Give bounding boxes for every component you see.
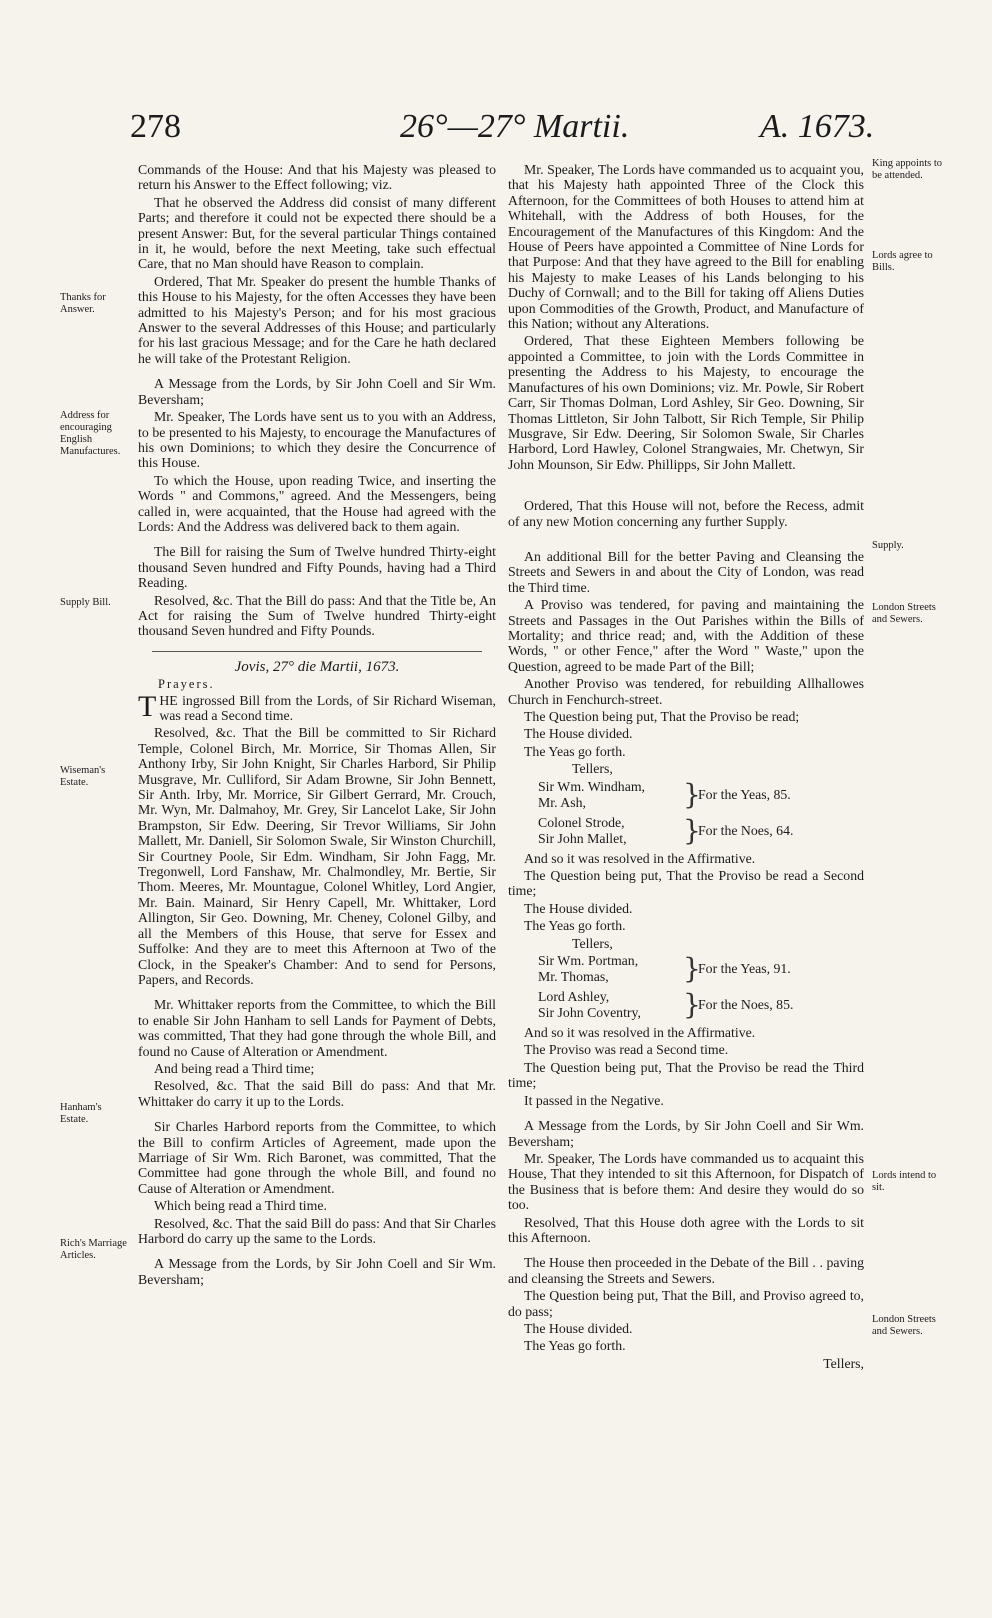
tellers-yeas xyxy=(508,953,864,987)
paragraph: Ordered, That these Eighteen Members following be appointed a Committee, to join with the Lords Committee in presenting the Address to his Majesty, to encourage the Manufactures of his own Dominions; viz. Mr. Powle, Sir Robert Carr, Sir Thomas Dolman, Lord Ashley, Sir Geo. Downing, Sir Thomas Littleton, Sir John Talbott, Sir Rich Temple, Sir Philip Musgrave, Sir Edw. Deering, Sir Solomon Swale, Sir Charles Harbord, Lord Hawley, Colonel Strangwaies, Mr. Chetwyn, Sir John Mounson, Sir Edw. Phillipps, Sir John Mallett. xyxy=(508,333,864,472)
paragraph: A Message from the Lords, by Sir John Coell and Sir Wm. Beversham; xyxy=(138,1256,496,1287)
running-date: 26°—27° Martii. xyxy=(400,108,630,145)
teller-name: Mr. Thomas, xyxy=(538,969,609,985)
brace-icon: } xyxy=(683,952,701,986)
margin-note: Hanham's Estate. xyxy=(60,1102,102,1125)
vote-count: For the Yeas, 85. xyxy=(698,786,791,802)
margin-note: London Streets and Sewers. xyxy=(872,1314,936,1337)
margin-note: Thanks for Answer. xyxy=(60,292,106,315)
divider xyxy=(152,651,482,652)
tellers-label: Tellers, xyxy=(572,935,613,951)
drop-cap: T xyxy=(138,689,157,723)
paragraph: The House divided. xyxy=(524,1320,633,1336)
paragraph: Resolved, &c. That the Bill do pass: And that the Title be, An Act for raising the Sum of Twelve hundred Thirty-eight thousand Seven hundred and Fifty Pounds. xyxy=(138,592,496,639)
page-number: 278 xyxy=(130,108,181,145)
paragraph-text: HE ingrossed Bill from the Lords, of Sir Richard Wiseman, was read a Second time. xyxy=(159,692,496,723)
tellers-yeas xyxy=(508,779,864,813)
margin-note: Lords agree to Bills. xyxy=(872,250,933,273)
paragraph: Resolved, &c. That the Bill be committed to Sir Richard Temple, Colonel Birch, Mr. Morrice, Sir Thomas Allen, Sir Anthony Irby, Sir John Knight, Sir Charles Harbord, Sir Philip Musgrave, Mr. Culliford, Sir Adam Browne, Sir John Bennett, Sir Anth. Irby, Mr. Morrice, Sir Gilbert Gerrard, Mr. Crouch, Mr. Wyn, Mr. Dalmahoy, Mr. Grey, Sir Lancelot Lake, Sir John Brampston, Sir Edw. Deering, Sir Trevor Williams, Sir John Mallett, Mr. Daniell, Sir Solomon Swale, Sir Winston Churchill, Sir Courtney Poole, Sir Edm. Windham, Sir John Fagg, Mr. Tregonwell, Lord Fanshaw, Mr. Chalmondley, Mr. Bertie, Sir Thom. Meeres, Mr. Mountague, Colonel Whitley, Lord Angier, Mr. Bain. Mainard, Sir Henry Capell, Mr. Whittaker, Lord Allington, Sir Geo. Downing, Mr. Cheney, Colonel Gilby, and all the Members of this House, that serve for Essex and Suffolke: And they are to meet this Afternoon at Two of the Clock, in the Speaker's Chamber: And to send for Persons, Papers, and Records. xyxy=(138,725,496,987)
teller-name: Sir John Mallet, xyxy=(538,830,627,846)
paragraph: The Yeas go forth. xyxy=(524,743,626,759)
paragraph: The Question being put, That the Proviso be read the Third time; xyxy=(508,1059,864,1091)
paragraph: The Yeas go forth. xyxy=(524,1338,626,1354)
margin-note: King appoints to be attended. xyxy=(872,158,942,181)
vote-count: For the Noes, 85. xyxy=(698,997,794,1013)
margin-note: Supply. xyxy=(872,540,904,551)
vote-count: For the Yeas, 91. xyxy=(698,961,791,977)
paragraph: The Bill for raising the Sum of Twelve hundred Thirty-eight thousand Seven hundred and Fifty Pounds, having had a Third Reading. xyxy=(138,544,496,591)
paragraph: And so it was resolved in the Affirmative. xyxy=(524,850,756,866)
margin-note: Supply Bill. xyxy=(60,597,111,608)
paragraph: And being read a Third time; xyxy=(154,1060,315,1076)
paragraph: Ordered, That this House will not, before the Recess, admit of any new Motion concerning any further Supply. xyxy=(508,498,864,529)
prayers-heading: Prayers. xyxy=(158,677,215,692)
paragraph xyxy=(138,689,496,724)
vote-count: For the Noes, 64. xyxy=(698,822,794,838)
teller-name: Colonel Strode, xyxy=(538,814,625,830)
brace-icon: } xyxy=(683,813,701,847)
margin-note: Lords intend to sit. xyxy=(872,1170,937,1193)
paragraph: The House divided. xyxy=(524,900,633,916)
paragraph: Mr. Speaker, The Lords have sent us to you with an Address, to be presented to his Majesty, to encourage the Manufactures of his own Dominions; to which they desire the Concurrence of this House. xyxy=(138,409,496,471)
right-column xyxy=(508,162,864,1373)
paragraph: An additional Bill for the better Paving and Cleansing the Streets and Sewers in and about the City of London, was read the Third time. xyxy=(508,548,864,595)
margin-note: Rich's Marriage Articles. xyxy=(60,1238,127,1261)
teller-name: Lord Ashley, xyxy=(538,989,610,1005)
paragraph: Commands of the House: And that his Majesty was pleased to return his Answer to the Effect following; viz. xyxy=(138,162,496,193)
paragraph: Which being read a Third time. xyxy=(154,1198,327,1214)
paragraph: And so it was resolved in the Affirmative. xyxy=(524,1025,756,1041)
paragraph: The Yeas go forth. xyxy=(524,918,626,934)
paragraph: Resolved, That this House doth agree with the Lords to sit this Afternoon. xyxy=(508,1214,864,1245)
paragraph: The House divided. xyxy=(524,726,633,742)
margin-note: Wiseman's Estate. xyxy=(60,765,106,788)
paragraph: To which the House, upon reading Twice, and inserting the Words " and Commons," agreed. And the Messengers, being called in, were acquainted, that the House had agreed with the Lords: And the Address was delivered back to them again. xyxy=(138,472,496,534)
paragraph: The Question being put, That the Bill, and Proviso agreed to, do pass; xyxy=(508,1288,864,1319)
tellers-label: Tellers, xyxy=(572,761,613,777)
paragraph: Resolved, &c. That the said Bill do pass: And that Sir Charles Harbord do carry up the same to the Lords. xyxy=(138,1215,496,1246)
teller-name: Sir Wm. Portman, xyxy=(538,953,639,969)
date-heading: Jovis, 27° die Martii, 1673. xyxy=(234,658,400,675)
brace-icon: } xyxy=(683,777,701,811)
paragraph: A Message from the Lords, by Sir John Coell and Sir Wm. Beversham; xyxy=(138,376,496,407)
paragraph: Resolved, &c. That the said Bill do pass: And that Mr. Whittaker do carry it up to the Lords. xyxy=(138,1078,496,1109)
teller-name: Mr. Ash, xyxy=(538,794,586,810)
brace-icon: } xyxy=(683,988,701,1022)
paragraph: A Proviso was tendered, for paving and maintaining the Streets and Passages in the Out Parishes within the Bills of Mortality; and thrice read; and, with the Addition of these Words, " or other Fence," after the Word " Waste," upon the Question, agreed to be made Part of the Bill; xyxy=(508,597,864,674)
left-column xyxy=(138,162,496,1289)
tellers-noes xyxy=(508,989,864,1023)
paragraph: The House then proceeded in the Debate of the Bill . . paving and cleansing the Streets and Sewers. xyxy=(508,1255,864,1286)
paragraph: Mr. Speaker, The Lords have commanded us to acquaint you, that his Majesty hath appointed Three of the Clock this Afternoon, for the Committees of both Houses to attend him at Whitehall, with the Address of both Houses, for the Encouragement of the Manufactures of this Kingdom: And the House of Peers have appointed a Committee of Nine Lords for that Purpose: And that they have agreed to the Bill for enabling his Majesty to make Leases of his Lands belonging to his Duchy of Cornwall; and to the Bill for taking off Aliens Duties upon Commodities of the Growth, Product, and Manufacture of this Nation; without any Alterations. xyxy=(508,162,864,332)
paragraph: The Proviso was read a Second time. xyxy=(524,1042,729,1058)
margin-note: Address for encouraging English Manufactures. xyxy=(60,410,121,457)
paragraph: The Question being put, That the Proviso be read; xyxy=(524,709,800,724)
paragraph: Mr. Speaker, The Lords have commanded us to acquaint this House, That they intended to sit this Afternoon, for Dispatch of the Business that is before them: And desire they would do so too. xyxy=(508,1150,864,1213)
teller-name: Sir John Coventry, xyxy=(538,1005,641,1021)
paragraph: Ordered, That Mr. Speaker do present the humble Thanks of this House to his Majesty, for the often Accesses they have been admitted to his Majesty's Person; and for his most gracious Answer to the several Addresses of this House; and particularly for his last gracious Message; and for the Care he hath declared he will take of the Protestant Religion. xyxy=(138,273,496,366)
teller-name: Sir Wm. Windham, xyxy=(538,778,646,794)
paragraph: That he observed the Address did consist of many different Parts; and therefore it could not be expected there should be a present Answer: But, for the several particular Things contained in it, he would, before the next Meeting, take such effectual Care, that no Man should have Reason to complain. xyxy=(138,194,496,272)
paragraph: Sir Charles Harbord reports from the Committee, to which the Bill to confirm Articles of Agreement, made upon the Marriage of Sir Wm. Rich Baronet, was committed, That the Committee had gone through the whole Bill, and found no Cause of Alteration or Amendment. xyxy=(138,1119,496,1196)
paragraph: Mr. Whittaker reports from the Committee, to which the Bill to enable Sir John Hanham to sell Lands for Payment of Debts, was committed, That they had gone through the whole Bill, and found no Cause of Alteration or Amendment. xyxy=(138,997,496,1059)
margin-note: London Streets and Sewers. xyxy=(872,602,936,625)
paragraph: It passed in the Negative. xyxy=(524,1092,664,1108)
paragraph: A Message from the Lords, by Sir John Coell and Sir Wm. Beversham; xyxy=(508,1118,864,1149)
tellers-noes xyxy=(508,815,864,849)
paragraph: The Question being put, That the Proviso be read a Second time; xyxy=(508,868,864,899)
paragraph: Another Proviso was tendered, for rebuilding Allhallowes Church in Fenchurch-street. xyxy=(508,676,864,707)
catchword: Tellers, xyxy=(823,1355,864,1371)
running-year: A. 1673. xyxy=(760,108,875,145)
